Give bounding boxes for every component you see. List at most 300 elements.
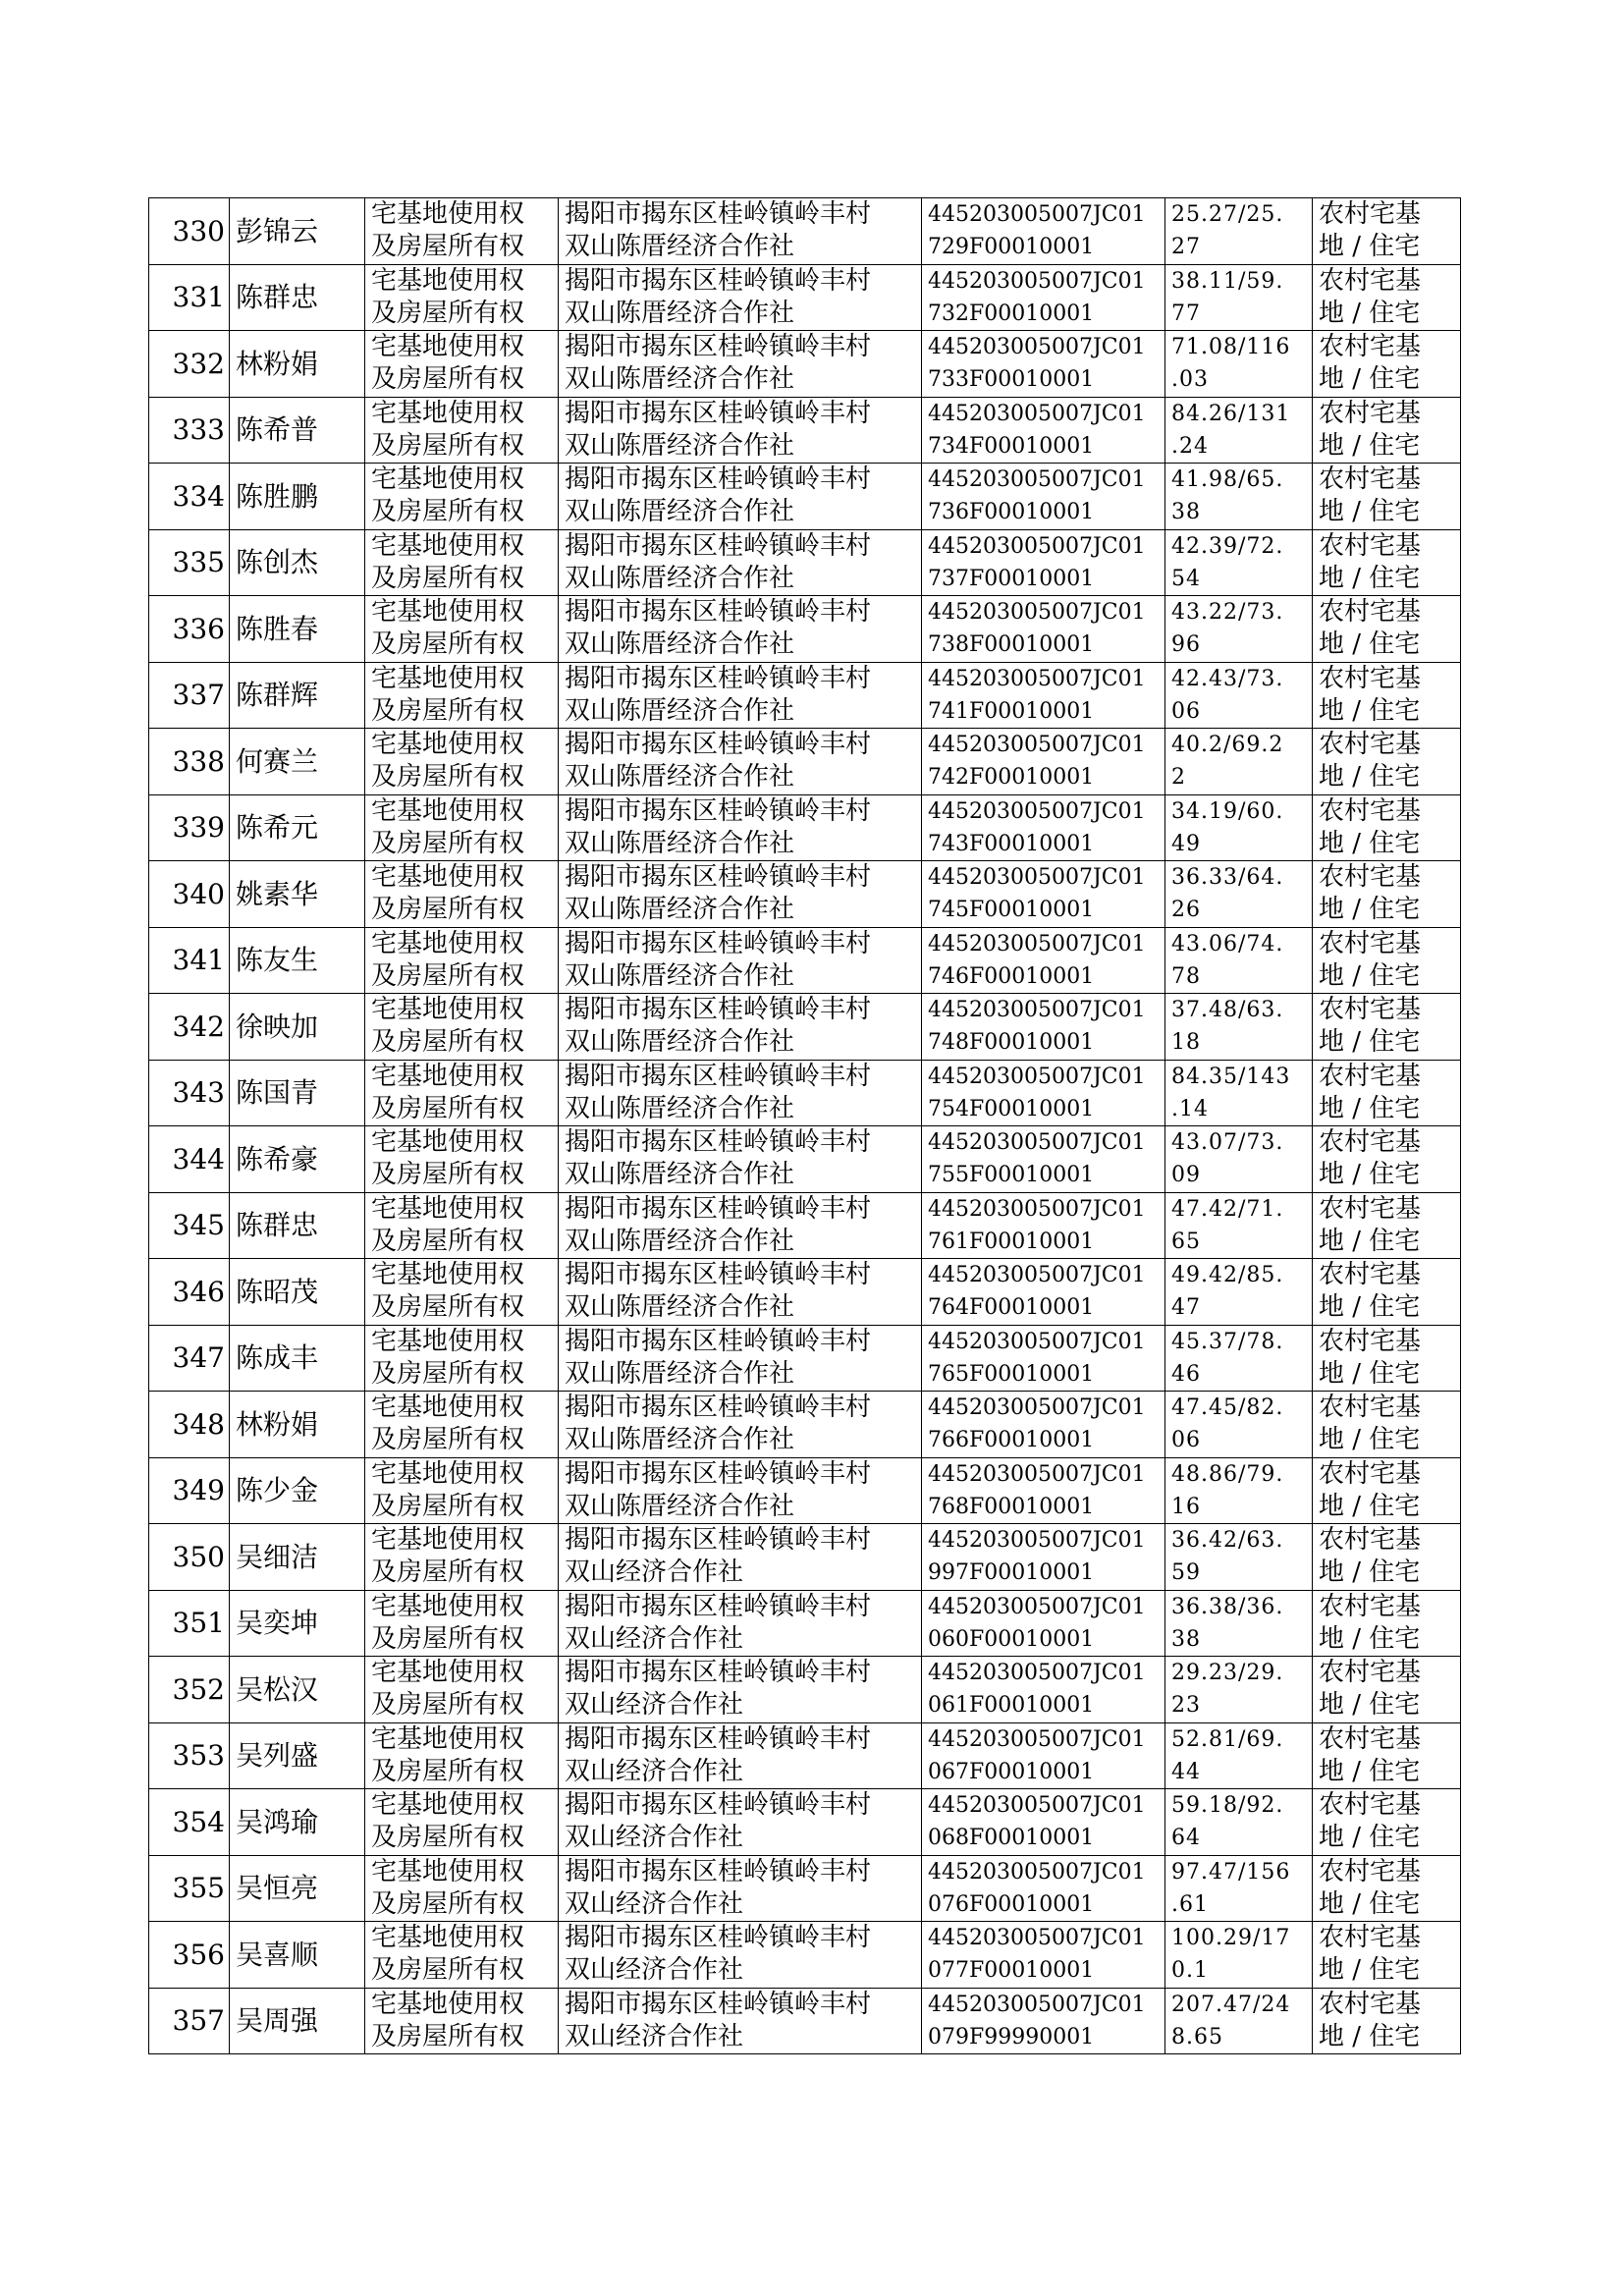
- owner-name-text: 吴细洁: [236, 1540, 319, 1573]
- location-text: 双山陈厝经济合作社: [565, 762, 795, 792]
- right-type-cell: [365, 596, 559, 663]
- land-use-cell: [1313, 464, 1461, 530]
- location-text: 双山陈厝经济合作社: [565, 298, 795, 328]
- right-type-cell: [365, 1722, 559, 1789]
- owner-name-cell: [230, 1855, 365, 1922]
- location-text: 双山陈厝经济合作社: [565, 828, 795, 858]
- unit-code-text: 445203005007JC01: [928, 666, 1146, 691]
- land-use-text: 地 / 住宅: [1319, 1955, 1421, 1986]
- right-type-text: 宅基地使用权: [371, 332, 525, 362]
- area-cell: [1165, 397, 1313, 464]
- unit-code-text: 445203005007JC01: [928, 1263, 1146, 1288]
- area-text: .24: [1171, 433, 1209, 459]
- area-text: 38: [1171, 1626, 1201, 1652]
- land-use-cell: [1313, 529, 1461, 596]
- owner-name-text: 吴松汉: [236, 1672, 319, 1706]
- right-type-text: 宅基地使用权: [371, 530, 525, 561]
- area-cell: [1165, 1060, 1313, 1126]
- right-type-cell: [365, 1657, 559, 1723]
- land-use-text: 地 / 住宅: [1319, 2021, 1421, 2051]
- location-text: 双山陈厝经济合作社: [565, 960, 795, 991]
- location-cell: [559, 729, 922, 795]
- owner-name-cell: [230, 794, 365, 861]
- row-number-cell: [149, 464, 230, 530]
- location-cell: [559, 1392, 922, 1458]
- right-type-text: 及房屋所有权: [371, 629, 525, 660]
- row-number-cell: [149, 1126, 230, 1193]
- land-use-text: 农村宅基: [1319, 1393, 1422, 1423]
- land-use-text: 地 / 住宅: [1319, 828, 1421, 858]
- unit-code-cell: [922, 529, 1165, 596]
- area-text: 77: [1171, 301, 1201, 326]
- owner-name-text: 林粉娟: [236, 347, 319, 380]
- area-text: 26: [1171, 898, 1201, 923]
- land-use-text: 农村宅基: [1319, 597, 1422, 628]
- land-use-text: 农村宅基: [1319, 730, 1422, 760]
- location-text: 揭阳市揭东区桂岭镇岭丰村: [565, 1393, 872, 1423]
- row-number-text: 334: [172, 479, 225, 513]
- right-type-text: 宅基地使用权: [371, 995, 525, 1025]
- area-cell: [1165, 994, 1313, 1061]
- row-number-cell: [149, 1259, 230, 1326]
- row-number-cell: [149, 729, 230, 795]
- area-text: 27: [1171, 235, 1201, 260]
- row-number-cell: [149, 927, 230, 994]
- location-text: 揭阳市揭东区桂岭镇岭丰村: [565, 597, 872, 628]
- right-type-text: 及房屋所有权: [371, 497, 525, 527]
- area-text: 78: [1171, 963, 1201, 989]
- right-type-text: 宅基地使用权: [371, 265, 525, 296]
- row-number-text: 349: [172, 1474, 225, 1507]
- owner-name-cell: [230, 596, 365, 663]
- location-text: 揭阳市揭东区桂岭镇岭丰村: [565, 1458, 872, 1489]
- location-text: 双山陈厝经济合作社: [565, 1027, 795, 1058]
- right-type-cell: [365, 662, 559, 729]
- owner-name-text: 吴列盛: [236, 1739, 319, 1773]
- right-type-text: 宅基地使用权: [371, 1923, 525, 1953]
- location-cell: [559, 1126, 922, 1193]
- unit-code-cell: [922, 1392, 1165, 1458]
- right-type-text: 及房屋所有权: [371, 2021, 525, 2051]
- owner-name-text: 林粉娟: [236, 1407, 319, 1441]
- table-row: [149, 994, 1461, 1061]
- unit-code-text: 768F00010001: [928, 1494, 1095, 1519]
- owner-name-cell: [230, 397, 365, 464]
- unit-code-cell: [922, 331, 1165, 398]
- area-text: 09: [1171, 1163, 1201, 1188]
- right-type-text: 宅基地使用权: [371, 1326, 525, 1356]
- right-type-text: 及房屋所有权: [371, 1557, 525, 1588]
- row-number-text: 336: [172, 612, 225, 645]
- owner-name-text: 吴奕坤: [236, 1607, 319, 1640]
- land-use-cell: [1313, 596, 1461, 663]
- owner-name-text: 吴恒亮: [236, 1872, 319, 1905]
- row-number-cell: [149, 1192, 230, 1259]
- unit-code-text: 729F00010001: [928, 235, 1095, 260]
- area-text: 52.81/69.: [1171, 1726, 1284, 1752]
- land-use-cell: [1313, 1259, 1461, 1326]
- right-type-text: 及房屋所有权: [371, 960, 525, 991]
- owner-name-cell: [230, 1722, 365, 1789]
- unit-code-text: 445203005007JC01: [928, 268, 1146, 294]
- row-number-cell: [149, 1988, 230, 2054]
- land-use-text: 农村宅基: [1319, 1326, 1422, 1356]
- area-cell: [1165, 927, 1313, 994]
- area-cell: [1165, 1657, 1313, 1723]
- location-text: 双山陈厝经济合作社: [565, 364, 795, 395]
- right-type-cell: [365, 1060, 559, 1126]
- land-use-cell: [1313, 994, 1461, 1061]
- right-type-cell: [365, 729, 559, 795]
- land-use-cell: [1313, 1855, 1461, 1922]
- unit-code-text: 754F00010001: [928, 1096, 1095, 1121]
- row-number-text: 339: [172, 811, 225, 845]
- area-text: 43.22/73.: [1171, 600, 1284, 626]
- right-type-text: 及房屋所有权: [371, 1292, 525, 1323]
- right-type-cell: [365, 1126, 559, 1193]
- row-number-cell: [149, 1789, 230, 1856]
- right-type-text: 宅基地使用权: [371, 1658, 525, 1688]
- right-type-text: 宅基地使用权: [371, 730, 525, 760]
- row-number-cell: [149, 1722, 230, 1789]
- unit-code-text: 997F00010001: [928, 1560, 1095, 1586]
- owner-name-cell: [230, 464, 365, 530]
- area-cell: [1165, 729, 1313, 795]
- right-type-cell: [365, 1922, 559, 1989]
- row-number-text: 355: [172, 1872, 225, 1905]
- unit-code-cell: [922, 1590, 1165, 1657]
- right-type-text: 及房屋所有权: [371, 1160, 525, 1190]
- unit-code-cell: [922, 1855, 1165, 1922]
- right-type-cell: [365, 1457, 559, 1524]
- row-number-cell: [149, 1060, 230, 1126]
- area-text: 06: [1171, 698, 1201, 724]
- area-text: 23: [1171, 1693, 1201, 1719]
- owner-name-cell: [230, 861, 365, 928]
- right-type-text: 及房屋所有权: [371, 1226, 525, 1256]
- area-text: 84.35/143: [1171, 1064, 1291, 1089]
- location-cell: [559, 397, 922, 464]
- right-type-text: 及房屋所有权: [371, 1955, 525, 1986]
- unit-code-text: 445203005007JC01: [928, 1528, 1146, 1554]
- owner-name-text: 吴鸿瑜: [236, 1805, 319, 1838]
- right-type-text: 及房屋所有权: [371, 430, 525, 461]
- area-text: 36.42/63.: [1171, 1528, 1284, 1554]
- row-number-text: 330: [172, 214, 225, 247]
- row-number-cell: [149, 1325, 230, 1392]
- right-type-text: 宅基地使用权: [371, 464, 525, 495]
- table-row: [149, 1789, 1461, 1856]
- land-use-text: 农村宅基: [1319, 1790, 1422, 1821]
- right-type-text: 及房屋所有权: [371, 1093, 525, 1123]
- unit-code-cell: [922, 794, 1165, 861]
- location-cell: [559, 464, 922, 530]
- area-text: 36.38/36.: [1171, 1594, 1284, 1619]
- area-text: 0.1: [1171, 1958, 1209, 1984]
- table-row: [149, 264, 1461, 331]
- location-text: 揭阳市揭东区桂岭镇岭丰村: [565, 398, 872, 428]
- land-use-text: 农村宅基: [1319, 1127, 1422, 1158]
- land-use-text: 地 / 住宅: [1319, 1160, 1421, 1190]
- right-type-text: 及房屋所有权: [371, 1823, 525, 1853]
- land-use-cell: [1313, 1922, 1461, 1989]
- right-type-cell: [365, 1392, 559, 1458]
- land-use-text: 农村宅基: [1319, 199, 1422, 230]
- location-cell: [559, 264, 922, 331]
- unit-code-text: 766F00010001: [928, 1428, 1095, 1453]
- table-row: [149, 198, 1461, 265]
- location-text: 双山经济合作社: [565, 1823, 744, 1853]
- location-text: 双山经济合作社: [565, 1955, 744, 1986]
- unit-code-text: 445203005007JC01: [928, 1992, 1146, 2017]
- table-row: [149, 464, 1461, 530]
- area-cell: [1165, 1722, 1313, 1789]
- location-cell: [559, 331, 922, 398]
- location-text: 双山陈厝经济合作社: [565, 430, 795, 461]
- area-text: 29.23/29.: [1171, 1661, 1284, 1686]
- right-type-text: 宅基地使用权: [371, 1525, 525, 1556]
- location-text: 揭阳市揭东区桂岭镇岭丰村: [565, 464, 872, 495]
- land-use-text: 地 / 住宅: [1319, 895, 1421, 925]
- land-use-text: 农村宅基: [1319, 1658, 1422, 1688]
- location-text: 双山陈厝经济合作社: [565, 1093, 795, 1123]
- right-type-text: 宅基地使用权: [371, 1061, 525, 1091]
- land-use-text: 地 / 住宅: [1319, 1093, 1421, 1123]
- owner-name-cell: [230, 994, 365, 1061]
- area-cell: [1165, 1457, 1313, 1524]
- owner-name-text: 彭锦云: [236, 214, 319, 247]
- location-cell: [559, 1192, 922, 1259]
- unit-code-text: 445203005007JC01: [928, 1594, 1146, 1619]
- table-row: [149, 331, 1461, 398]
- right-type-text: 及房屋所有权: [371, 695, 525, 726]
- area-text: 49: [1171, 831, 1201, 856]
- right-type-text: 宅基地使用权: [371, 663, 525, 693]
- area-text: 36.33/64.: [1171, 865, 1284, 891]
- land-use-text: 农村宅基: [1319, 862, 1422, 893]
- land-use-text: 地 / 住宅: [1319, 1756, 1421, 1786]
- owner-name-cell: [230, 1590, 365, 1657]
- owner-name-cell: [230, 1922, 365, 1989]
- unit-code-text: 765F00010001: [928, 1361, 1095, 1387]
- land-use-cell: [1313, 1657, 1461, 1723]
- area-text: 59.18/92.: [1171, 1793, 1284, 1819]
- area-cell: [1165, 1325, 1313, 1392]
- area-cell: [1165, 1922, 1313, 1989]
- unit-code-text: 748F00010001: [928, 1030, 1095, 1056]
- location-text: 揭阳市揭东区桂岭镇岭丰村: [565, 332, 872, 362]
- land-use-text: 农村宅基: [1319, 398, 1422, 428]
- row-number-cell: [149, 1657, 230, 1723]
- right-type-text: 及房屋所有权: [371, 1491, 525, 1521]
- unit-code-text: 445203005007JC01: [928, 335, 1146, 360]
- table-row: [149, 1325, 1461, 1392]
- area-text: 43.06/74.: [1171, 931, 1284, 956]
- land-use-text: 地 / 住宅: [1319, 232, 1421, 262]
- land-use-text: 农村宅基: [1319, 995, 1422, 1025]
- unit-code-text: 741F00010001: [928, 698, 1095, 724]
- right-type-text: 宅基地使用权: [371, 1127, 525, 1158]
- location-text: 双山陈厝经济合作社: [565, 629, 795, 660]
- unit-code-text: 445203005007JC01: [928, 533, 1146, 559]
- right-type-cell: [365, 794, 559, 861]
- area-cell: [1165, 264, 1313, 331]
- area-cell: [1165, 198, 1313, 265]
- table-row: [149, 1988, 1461, 2054]
- unit-code-text: 445203005007JC01: [928, 1196, 1146, 1222]
- row-number-cell: [149, 1524, 230, 1591]
- location-cell: [559, 1457, 922, 1524]
- unit-code-text: 077F00010001: [928, 1958, 1095, 1984]
- row-number-text: 331: [172, 281, 225, 314]
- right-type-cell: [365, 397, 559, 464]
- right-type-cell: [365, 1325, 559, 1392]
- location-text: 双山经济合作社: [565, 1623, 744, 1654]
- unit-code-text: 742F00010001: [928, 765, 1095, 791]
- table-row: [149, 1722, 1461, 1789]
- right-type-text: 宅基地使用权: [371, 795, 525, 826]
- location-cell: [559, 1657, 922, 1723]
- unit-code-text: 445203005007JC01: [928, 865, 1146, 891]
- owner-name-cell: [230, 198, 365, 265]
- area-text: 38: [1171, 500, 1201, 525]
- right-type-text: 宅基地使用权: [371, 1193, 525, 1224]
- area-text: 54: [1171, 566, 1201, 591]
- row-number-text: 337: [172, 679, 225, 712]
- area-text: 100.29/17: [1171, 1926, 1291, 1951]
- area-text: 38.11/59.: [1171, 268, 1284, 294]
- row-number-text: 338: [172, 744, 225, 778]
- unit-code-text: 445203005007JC01: [928, 1395, 1146, 1421]
- table-row: [149, 794, 1461, 861]
- land-use-text: 农村宅基: [1319, 795, 1422, 826]
- location-text: 揭阳市揭东区桂岭镇岭丰村: [565, 1061, 872, 1091]
- right-type-cell: [365, 994, 559, 1061]
- unit-code-text: 068F00010001: [928, 1826, 1095, 1851]
- unit-code-text: 079F99990001: [928, 2024, 1095, 2049]
- land-use-text: 农村宅基: [1319, 530, 1422, 561]
- area-cell: [1165, 529, 1313, 596]
- area-text: .61: [1171, 1891, 1209, 1917]
- area-text: 47.42/71.: [1171, 1196, 1284, 1222]
- owner-name-text: 陈群忠: [236, 281, 319, 314]
- table-row: [149, 861, 1461, 928]
- land-use-text: 地 / 住宅: [1319, 1292, 1421, 1323]
- row-number-text: 335: [172, 546, 225, 579]
- land-use-text: 农村宅基: [1319, 464, 1422, 495]
- land-use-text: 农村宅基: [1319, 1260, 1422, 1290]
- land-use-text: 农村宅基: [1319, 1525, 1422, 1556]
- unit-code-text: 738F00010001: [928, 632, 1095, 658]
- land-use-cell: [1313, 1457, 1461, 1524]
- unit-code-text: 445203005007JC01: [928, 401, 1146, 426]
- land-use-cell: [1313, 1060, 1461, 1126]
- land-use-text: 农村宅基: [1319, 1723, 1422, 1754]
- unit-code-cell: [922, 1988, 1165, 2054]
- area-text: 06: [1171, 1428, 1201, 1453]
- property-rights-table: [148, 197, 1461, 2054]
- right-type-cell: [365, 1590, 559, 1657]
- row-number-text: 354: [172, 1805, 225, 1838]
- unit-code-text: 743F00010001: [928, 831, 1095, 856]
- location-text: 揭阳市揭东区桂岭镇岭丰村: [565, 265, 872, 296]
- unit-code-text: 445203005007JC01: [928, 931, 1146, 956]
- right-type-text: 及房屋所有权: [371, 1690, 525, 1721]
- area-cell: [1165, 464, 1313, 530]
- area-text: .14: [1171, 1096, 1209, 1121]
- unit-code-text: 445203005007JC01: [928, 202, 1146, 228]
- area-cell: [1165, 861, 1313, 928]
- row-number-cell: [149, 994, 230, 1061]
- owner-name-cell: [230, 1657, 365, 1723]
- location-text: 双山经济合作社: [565, 1690, 744, 1721]
- owner-name-text: 姚素华: [236, 877, 319, 910]
- unit-code-cell: [922, 994, 1165, 1061]
- unit-code-text: 445203005007JC01: [928, 798, 1146, 824]
- location-text: 揭阳市揭东区桂岭镇岭丰村: [565, 862, 872, 893]
- unit-code-text: 733F00010001: [928, 367, 1095, 393]
- area-text: 47: [1171, 1295, 1201, 1321]
- land-use-text: 地 / 住宅: [1319, 629, 1421, 660]
- right-type-cell: [365, 1192, 559, 1259]
- location-cell: [559, 1722, 922, 1789]
- row-number-cell: [149, 861, 230, 928]
- unit-code-cell: [922, 1126, 1165, 1193]
- right-type-text: 宅基地使用权: [371, 928, 525, 958]
- right-type-text: 及房屋所有权: [371, 1358, 525, 1389]
- owner-name-text: 陈胜鹏: [236, 479, 319, 513]
- land-use-cell: [1313, 662, 1461, 729]
- owner-name-cell: [230, 529, 365, 596]
- right-type-text: 及房屋所有权: [371, 1425, 525, 1455]
- right-type-text: 宅基地使用权: [371, 597, 525, 628]
- location-text: 揭阳市揭东区桂岭镇岭丰村: [565, 928, 872, 958]
- area-text: 207.47/24: [1171, 1992, 1291, 2017]
- area-cell: [1165, 331, 1313, 398]
- right-type-text: 及房屋所有权: [371, 1888, 525, 1919]
- unit-code-text: 445203005007JC01: [928, 1461, 1146, 1487]
- location-cell: [559, 1988, 922, 2054]
- area-text: 42.39/72.: [1171, 533, 1284, 559]
- location-cell: [559, 927, 922, 994]
- table-row: [149, 729, 1461, 795]
- area-text: 34.19/60.: [1171, 798, 1284, 824]
- table-body: [149, 198, 1461, 2054]
- unit-code-cell: [922, 1192, 1165, 1259]
- land-use-text: 农村宅基: [1319, 663, 1422, 693]
- unit-code-text: 445203005007JC01: [928, 1793, 1146, 1819]
- location-text: 揭阳市揭东区桂岭镇岭丰村: [565, 1127, 872, 1158]
- unit-code-cell: [922, 1657, 1165, 1723]
- right-type-text: 及房屋所有权: [371, 1623, 525, 1654]
- area-text: 71.08/116: [1171, 335, 1291, 360]
- unit-code-cell: [922, 397, 1165, 464]
- unit-code-cell: [922, 1259, 1165, 1326]
- land-use-text: 农村宅基: [1319, 1923, 1422, 1953]
- area-text: 59: [1171, 1560, 1201, 1586]
- area-text: 47.45/82.: [1171, 1395, 1284, 1421]
- land-use-text: 地 / 住宅: [1319, 430, 1421, 461]
- right-type-text: 宅基地使用权: [371, 1790, 525, 1821]
- unit-code-cell: [922, 1922, 1165, 1989]
- unit-code-cell: [922, 596, 1165, 663]
- owner-name-text: 陈希普: [236, 413, 319, 447]
- area-text: 8.65: [1171, 2024, 1223, 2049]
- unit-code-cell: [922, 1325, 1165, 1392]
- location-text: 揭阳市揭东区桂岭镇岭丰村: [565, 730, 872, 760]
- right-type-cell: [365, 861, 559, 928]
- owner-name-text: 陈国青: [236, 1076, 319, 1110]
